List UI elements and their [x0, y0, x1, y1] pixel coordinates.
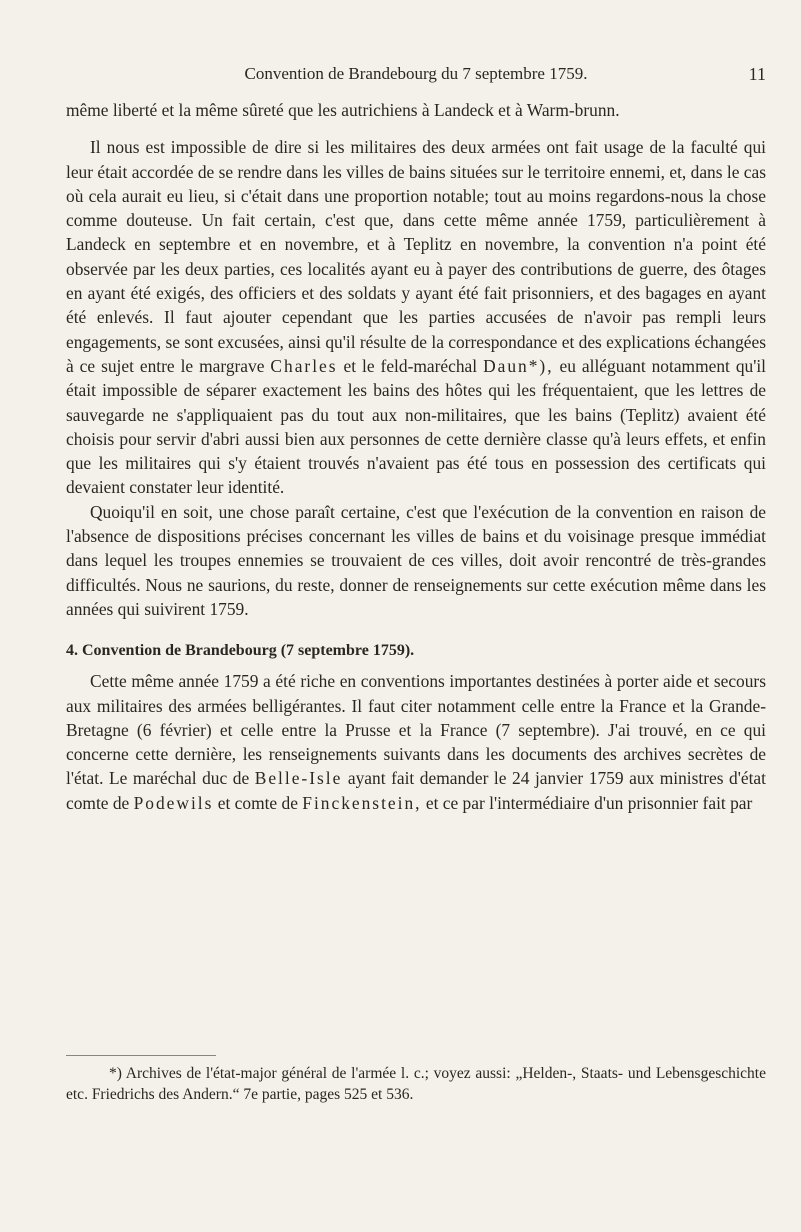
- paragraph-conventions: [66, 669, 766, 815]
- running-head: [66, 63, 766, 85]
- paragraph-usage-text: Il nous est impossible de dire si les militaires des deux armées ont fait usage de la faculté qui leur était accordée de se rendre dans les villes de bains situées sur le territoire ennemi, et, dans le cas où cela aurait eu lieu, si c'était dans une proportion notable; tout au moins regardons-nous la chose comme douteuse. Un fait certain, c'est que, dans cette même année 1759, particulièrement à Landeck en septembre et en novembre, et à Teplitz en novembre, la convention n'a point été observée par les deux parties, ces localités ayant eu à payer des contributions de guerre, des ôtages en ayant été exigés, des officiers et des soldats y ayant été fait prisonniers, et des bagages en ayant été enlevés. Il faut ajouter cependant que les parties accusées de n'avoir pas rempli leurs engagements, se sont excusées, ainsi qu'il résulte de la correspondance et des explications échangées à ce sujet entre le margrave: [66, 137, 766, 376]
- section-heading: 4. Convention de Brandebourg (7 septembre 1759).: [66, 642, 415, 660]
- name-belle-isle: Belle-Isle: [254, 768, 343, 789]
- name-podewils: Podewils: [133, 792, 214, 813]
- paragraph-conventions-end: et ce par l'intermédiaire d'un prisonnier fait par: [425, 792, 753, 813]
- name-charles: Charles: [270, 355, 338, 376]
- running-title: Convention de Brandebourg du 7 septembre 1759.: [244, 64, 588, 83]
- paragraph-conventions-start: Cette même année 1759 a été riche en conventions importantes destinées à porter aide et secours aux militaires des armées belligérantes. Il faut citer notamment celle entre la France et la Grande-Bretagne (6 février) et celle entre la Prusse et la France (7 septembre). J'ai trouvé, en ce qui concerne cette dernière, les renseignements suivants dans les documents des archives secrètes de l'état. Le maréchal duc de: [66, 671, 766, 789]
- body-text: [66, 98, 766, 815]
- footnote: [66, 1063, 766, 1105]
- paragraph-usage: [66, 135, 766, 499]
- paragraph-usage-rest: eu alléguant notamment qu'il était impossible de séparer exactement les bains des hôtes qui les fréquentaient, que les lettres de sauvegarde ne s'appliquaient pas du tout aux non-militaires, que les bains (Teplitz) avaient été choisis pour servir d'abri aussi bien aux personnes de cette dernière classe qu'à leurs effets, et enfin que les militaires qui s'y étaient trouvés n'avaient pas été tous en possession des certificats qui devaient constater leur identité.: [66, 355, 767, 498]
- paragraph-conventions-mid: ayant fait demander le 24 janvier 1759 aux ministres d'état comte de: [66, 768, 766, 813]
- paragraph-execution: Quoiqu'il en soit, une chose paraît certaine, c'est que l'exécution de la convention en raison de l'absence de dispositions précises concernant les villes de bains et du voisinage presque immédiat dans lequel les troupes ennemies se trouvaient de ces villes, doit avoir rencontré de très-grandes difficultés. Nous ne saurions, du reste, donner de renseignements sur cette exécution même dans les années qui suivirent 1759.: [66, 501, 766, 619]
- paragraph-continuation: même liberté et la même sûreté que les autrichiens à Landeck et à Warm-brunn.: [66, 100, 620, 120]
- name-finckenstein: Finckenstein,: [302, 792, 422, 813]
- footnote-rule: [66, 1055, 216, 1056]
- page-number: 11: [748, 64, 766, 84]
- paragraph-usage-mid: et le feld-maréchal: [343, 355, 478, 376]
- name-daun: Daun*),: [483, 355, 554, 376]
- footnote-text: *) Archives de l'état-major général de l'armée l. c.; voyez aussi: „Helden-, Staats- und Lebensgeschichte etc. Friedrichs des Andern.“ 7e partie, pages 525 et 536.: [66, 1065, 766, 1103]
- paragraph-conventions-mid2: et comte de: [217, 792, 298, 813]
